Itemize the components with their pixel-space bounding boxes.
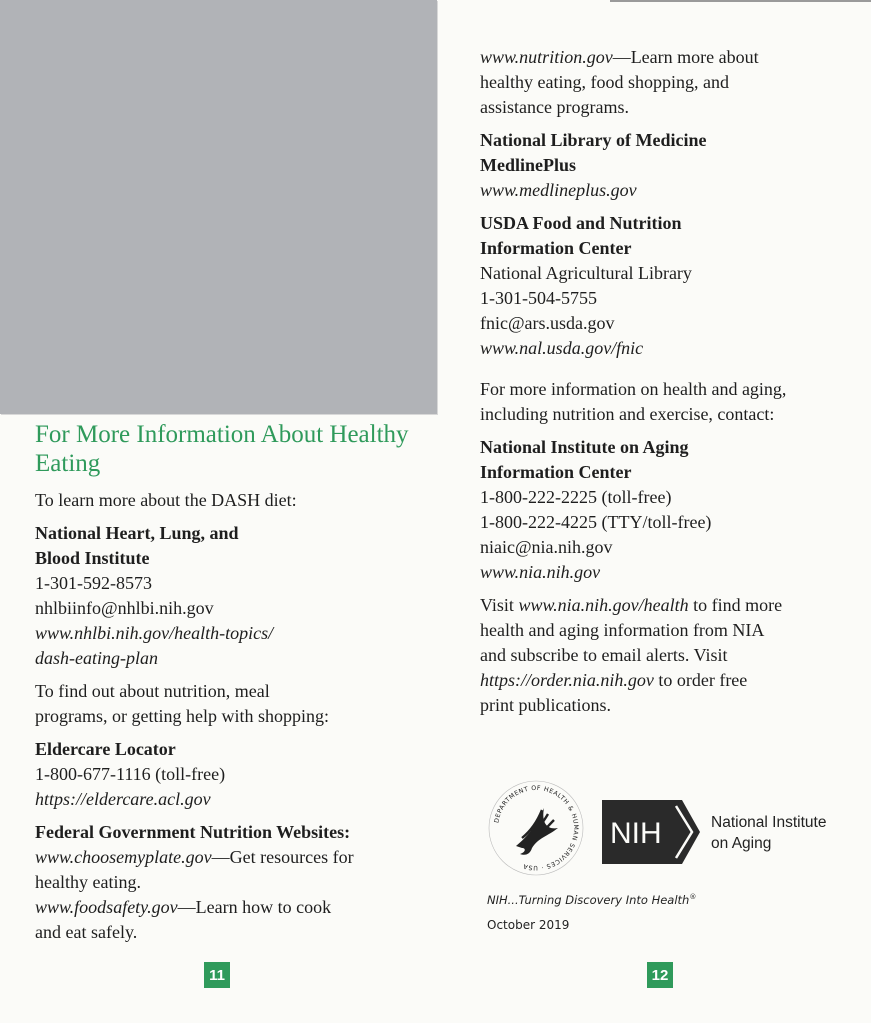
eldercare-name: Eldercare Locator <box>35 739 176 759</box>
page-number-left: 11 <box>204 962 230 988</box>
seal-text: DEPARTMENT OF HEALTH & HUMAN SERVICES · USA <box>493 784 580 872</box>
nia-logo-line1: National Institute <box>711 814 827 831</box>
nutrition-gov-url: www.nutrition.gov <box>480 47 613 67</box>
dash-intro: To learn more about the DASH diet: <box>35 490 297 510</box>
nih-tagline <box>487 893 696 907</box>
publication-date: October 2019 <box>487 918 570 932</box>
nih-mark-text: NIH <box>610 817 662 850</box>
usda-url: www.nal.usda.gov/fnic <box>480 338 644 358</box>
visit-line5: print publications. <box>480 695 611 715</box>
nia-tty: 1-800-222-4225 (TTY/toll-free) <box>480 512 712 532</box>
choosemyplate-line1 <box>35 845 415 870</box>
nih-tagline-text: NIH...Turning Discovery Into Health <box>487 893 690 907</box>
foodsafety-line2: and eat safely. <box>35 922 138 942</box>
usda-contact <box>480 211 860 361</box>
nutrition-gov-line2: healthy eating, food shopping, and <box>480 72 729 92</box>
nutrition-intro-line1: To find out about nutrition, meal <box>35 681 270 701</box>
nutrition-intro <box>35 679 415 729</box>
eldercare-contact <box>35 737 415 812</box>
foodsafety-line1 <box>35 895 415 920</box>
choosemyplate-url: www.choosemyplate.gov <box>35 847 212 867</box>
visit-line1 <box>480 593 860 618</box>
left-column <box>35 420 415 945</box>
nih-logo-icon <box>602 800 700 864</box>
nutrition-gov-desc: —Learn more about <box>612 47 759 67</box>
nlm-name-line2: MedlinePlus <box>480 155 577 175</box>
visit-paragraph <box>480 593 860 718</box>
nia-name-line2: Information Center <box>480 462 632 482</box>
nutrition-gov-line1 <box>480 45 860 70</box>
more-info-line2: including nutrition and exercise, contact: <box>480 404 775 424</box>
eldercare-phone: 1-800-677-1116 (toll-free) <box>35 764 226 784</box>
page-heading: For More Information About Healthy Eating <box>35 421 409 477</box>
visit-text-1: Visit <box>480 595 519 615</box>
nutrition-intro-line2: programs, or getting help with shopping: <box>35 706 329 726</box>
visit-line2: health and aging information from NIA <box>480 620 765 640</box>
nhlbi-name-line1: National Heart, Lung, and <box>35 523 239 543</box>
foodsafety-url: www.foodsafety.gov <box>35 897 178 917</box>
visit-url-order: https://order.nia.nih.gov <box>480 670 654 690</box>
nutrition-gov-entry <box>480 45 860 120</box>
visit-text-2: to find more <box>688 595 783 615</box>
nlm-contact <box>480 128 860 203</box>
tagline-registered-mark: ® <box>689 893 697 902</box>
federal-websites <box>35 820 415 945</box>
usda-email: fnic@ars.usda.gov <box>480 313 615 333</box>
nhlbi-email: nhlbiinfo@nhlbi.nih.gov <box>35 598 214 618</box>
more-info-line1: For more information on health and aging, <box>480 379 787 399</box>
nutrition-gov-line3: assistance programs. <box>480 97 629 117</box>
nia-email: niaic@nia.nih.gov <box>480 537 613 557</box>
usda-library: National Agricultural Library <box>480 263 692 283</box>
usda-name-line1: USDA Food and Nutrition <box>480 213 682 233</box>
top-edge-rule <box>610 0 871 2</box>
nhlbi-name-line2: Blood Institute <box>35 548 150 568</box>
choosemyplate-desc: —Get resources for <box>211 847 354 867</box>
nhlbi-contact <box>35 521 415 671</box>
choosemyplate-line2: healthy eating. <box>35 872 141 892</box>
nia-name-line1: National Institute on Aging <box>480 437 689 457</box>
nlm-url: www.medlineplus.gov <box>480 180 637 200</box>
nhlbi-url-line1: www.nhlbi.nih.gov/health-topics/ <box>35 623 274 643</box>
nlm-name-line1: National Library of Medicine <box>480 130 707 150</box>
gray-image-panel <box>0 0 437 414</box>
visit-text-3: to order free <box>653 670 748 690</box>
nia-contact <box>480 435 860 585</box>
nia-logo-line2: on Aging <box>711 835 772 852</box>
visit-url-health: www.nia.nih.gov/health <box>518 595 689 615</box>
eldercare-url: https://eldercare.acl.gov <box>35 789 211 809</box>
visit-line3: and subscribe to email alerts. Visit <box>480 645 728 665</box>
more-info-intro <box>480 377 860 427</box>
nhlbi-url-line2: dash-eating-plan <box>35 648 158 668</box>
right-column <box>480 45 860 718</box>
nia-logo-label <box>711 812 861 854</box>
federal-name: Federal Government Nutrition Websites: <box>35 822 351 842</box>
logo-row <box>486 778 866 888</box>
foodsafety-desc: —Learn how to cook <box>177 897 332 917</box>
page-number-right: 12 <box>647 962 673 988</box>
visit-line4 <box>480 668 860 693</box>
usda-name-line2: Information Center <box>480 238 632 258</box>
hhs-seal-icon <box>486 778 586 878</box>
nhlbi-phone: 1-301-592-8573 <box>35 573 152 593</box>
nia-phone: 1-800-222-2225 (toll-free) <box>480 487 672 507</box>
nia-url: www.nia.nih.gov <box>480 562 601 582</box>
usda-phone: 1-301-504-5755 <box>480 288 597 308</box>
